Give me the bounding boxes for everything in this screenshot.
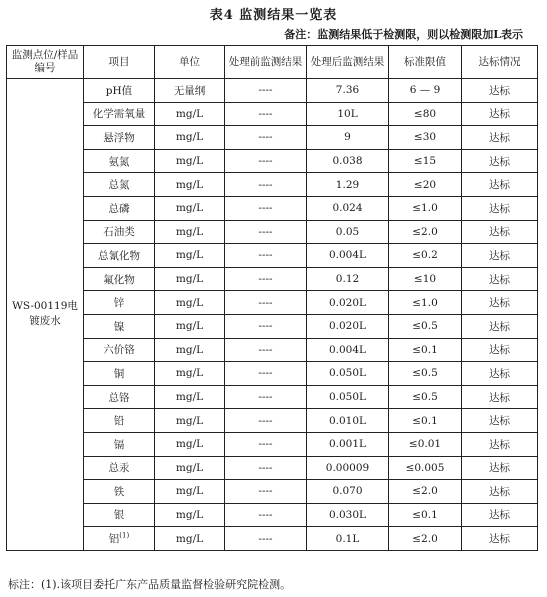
cell-status: 达标 [462,432,538,456]
cell-limit: ≤0.5 [389,314,462,338]
cell-unit: mg/L [155,102,225,126]
cell-unit: mg/L [155,126,225,150]
cell-before: ---- [225,385,307,409]
cell-item: 总磷 [84,196,155,220]
cell-unit: mg/L [155,220,225,244]
cell-status: 达标 [462,79,538,103]
results-table [6,45,538,551]
table-row [7,409,538,433]
cell-after: 0.010L [307,409,389,433]
cell-unit: mg/L [155,409,225,433]
cell-before: ---- [225,149,307,173]
cell-before: ---- [225,432,307,456]
cell-unit: mg/L [155,338,225,362]
cell-status: 达标 [462,503,538,527]
cell-item: 化学需氧量 [84,102,155,126]
cell-after: 0.020L [307,314,389,338]
table-row [7,291,538,315]
cell-limit: ≤15 [389,149,462,173]
header-before: 处理前监测结果 [225,46,307,79]
cell-status: 达标 [462,291,538,315]
cell-status: 达标 [462,385,538,409]
cell-item: 总氮 [84,173,155,197]
cell-unit: mg/L [155,480,225,504]
cell-limit: ≤0.5 [389,362,462,386]
cell-after: 0.004L [307,244,389,268]
cell-after: 0.030L [307,503,389,527]
cell-item: 铜 [84,362,155,386]
table-row [7,385,538,409]
cell-unit: mg/L [155,432,225,456]
cell-before: ---- [225,503,307,527]
header-unit: 单位 [155,46,225,79]
cell-item: 铅 [84,409,155,433]
cell-before: ---- [225,314,307,338]
cell-limit: ≤0.2 [389,244,462,268]
cell-limit: ≤2.0 [389,480,462,504]
table-row [7,126,538,150]
cell-unit: mg/L [155,362,225,386]
cell-limit: ≤1.0 [389,291,462,315]
cell-item: 镉 [84,432,155,456]
cell-item: 总氰化物 [84,244,155,268]
cell-unit: mg/L [155,456,225,480]
item-label: 铝 [108,533,120,546]
cell-unit: mg/L [155,149,225,173]
cell-unit: 无量纲 [155,79,225,103]
cell-status: 达标 [462,196,538,220]
table-row [7,267,538,291]
header-row [7,46,538,79]
cell-before: ---- [225,480,307,504]
cell-after: 9 [307,126,389,150]
table-title: 表4 监测结果一览表 [209,8,338,23]
footnote: 标注：(1).该项目委托广东产品质量监督检验研究院检测。 [8,578,292,591]
cell-limit: ≤0.5 [389,385,462,409]
cell-status: 达标 [462,362,538,386]
cell-after: 10L [307,102,389,126]
cell-unit: mg/L [155,173,225,197]
cell-item: 氟化物 [84,267,155,291]
cell-before: ---- [225,126,307,150]
item-footnote-marker: (1) [119,531,130,540]
header-site: 监测点位/样品编号 [7,46,84,79]
cell-status: 达标 [462,267,538,291]
header-status: 达标情况 [462,46,538,79]
cell-status: 达标 [462,126,538,150]
cell-item [84,527,155,551]
table-row [7,362,538,386]
table-row [7,149,538,173]
cell-status: 达标 [462,314,538,338]
cell-status: 达标 [462,456,538,480]
cell-before: ---- [225,102,307,126]
cell-after: 0.1L [307,527,389,551]
cell-limit: ≤80 [389,102,462,126]
cell-before: ---- [225,196,307,220]
cell-unit: mg/L [155,527,225,551]
cell-limit: ≤2.0 [389,527,462,551]
cell-item: 镍 [84,314,155,338]
table-row [7,173,538,197]
cell-limit: ≤1.0 [389,196,462,220]
cell-after: 0.001L [307,432,389,456]
cell-status: 达标 [462,338,538,362]
cell-after: 0.024 [307,196,389,220]
cell-after: 0.050L [307,385,389,409]
cell-before: ---- [225,527,307,551]
header-after: 处理后监测结果 [307,46,389,79]
table-row [7,480,538,504]
table-row [7,314,538,338]
table-row [7,527,538,551]
cell-unit: mg/L [155,291,225,315]
cell-before: ---- [225,409,307,433]
table-row [7,432,538,456]
cell-unit: mg/L [155,267,225,291]
cell-before: ---- [225,173,307,197]
cell-before: ---- [225,338,307,362]
cell-status: 达标 [462,173,538,197]
cell-item: 银 [84,503,155,527]
cell-before: ---- [225,267,307,291]
header-limit: 标准限值 [389,46,462,79]
cell-status: 达标 [462,480,538,504]
header-item: 项目 [84,46,155,79]
cell-after: 0.070 [307,480,389,504]
cell-limit: ≤2.0 [389,220,462,244]
cell-after: 0.004L [307,338,389,362]
cell-status: 达标 [462,527,538,551]
cell-limit: ≤0.1 [389,338,462,362]
cell-limit: ≤0.005 [389,456,462,480]
table-row [7,244,538,268]
cell-status: 达标 [462,102,538,126]
remark-note: 备注：监测结果低于检测限，则以检测限加L表示 [284,28,523,41]
cell-item: 六价铬 [84,338,155,362]
cell-item: 石油类 [84,220,155,244]
cell-after: 0.050L [307,362,389,386]
cell-before: ---- [225,456,307,480]
cell-after: 1.29 [307,173,389,197]
table-row [7,102,538,126]
cell-after: 0.038 [307,149,389,173]
cell-before: ---- [225,362,307,386]
cell-status: 达标 [462,244,538,268]
cell-unit: mg/L [155,196,225,220]
cell-limit: ≤20 [389,173,462,197]
site-cell: WS-00119电镀废水 [7,79,84,551]
cell-item: 锌 [84,291,155,315]
cell-status: 达标 [462,220,538,244]
cell-before: ---- [225,220,307,244]
table-row [7,79,538,103]
cell-after: 7.36 [307,79,389,103]
cell-unit: mg/L [155,503,225,527]
table-row [7,456,538,480]
cell-after: 0.12 [307,267,389,291]
cell-limit: ≤30 [389,126,462,150]
cell-item: 氨氮 [84,149,155,173]
cell-after: 0.020L [307,291,389,315]
cell-limit: 6 — 9 [389,79,462,103]
cell-unit: mg/L [155,244,225,268]
cell-after: 0.00009 [307,456,389,480]
cell-before: ---- [225,291,307,315]
cell-limit: ≤10 [389,267,462,291]
cell-limit: ≤0.01 [389,432,462,456]
cell-unit: mg/L [155,314,225,338]
cell-after: 0.05 [307,220,389,244]
cell-before: ---- [225,244,307,268]
cell-unit: mg/L [155,385,225,409]
table-row [7,338,538,362]
cell-before: ---- [225,79,307,103]
cell-item: 悬浮物 [84,126,155,150]
cell-limit: ≤0.1 [389,409,462,433]
cell-limit: ≤0.1 [389,503,462,527]
cell-status: 达标 [462,409,538,433]
table-row [7,503,538,527]
table-row [7,196,538,220]
cell-item: 总汞 [84,456,155,480]
cell-item: 总铬 [84,385,155,409]
cell-status: 达标 [462,149,538,173]
cell-item: pH值 [84,79,155,103]
cell-item: 铁 [84,480,155,504]
table-row [7,220,538,244]
